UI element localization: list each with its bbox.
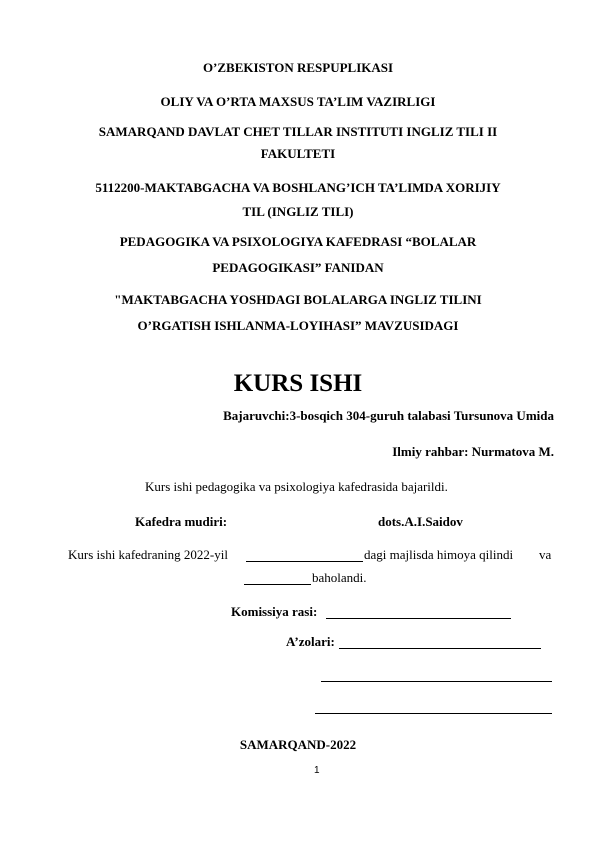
commission-member-blank-3 [315,713,552,714]
head-name: dots.A.I.Saidov [378,514,463,529]
topic-heading-line1: "MAKTABGACHA YOSHDAGI BOLALARGA INGLIZ TILINI [114,292,482,307]
city-year: SAMARQAND-2022 [239,737,357,752]
defense-text-part1: Kurs ishi kafedraning 2022-yil [68,547,228,562]
author-line: Bajaruvchi:3-bosqich 304-guruh talabasi Tursunova Umida [223,408,554,423]
country-heading: O’ZBEKISTON RESPUPLIKASI [202,60,394,75]
defense-text-line2: baholandi. [312,570,367,585]
head-label: Kafedra mudiri: [135,514,228,529]
page-number: 1 [314,765,320,776]
defense-text-part3: va [539,547,552,562]
topic-heading-line2: O’RGATISH ISHLANMA-LOYIHASI” MAVZUSIDAGI [137,318,459,333]
department-heading-line1: PEDAGOGIKA VA PSIXOLOGIYA KAFEDRASI “BOLALAR [119,234,477,249]
program-heading-line2: TIL (INGLIZ TILI) [242,204,354,219]
defense-date-blank [246,561,363,562]
commission-chair-blank [326,618,511,619]
grade-blank [244,584,311,585]
defense-text-part2: dagi majlisda himoya qilindi [364,547,514,562]
commission-member-blank-1 [339,648,541,649]
department-heading-line2: PEDAGOGIKASI” FANIDAN [212,260,384,275]
institute-heading-line1: SAMARQAND DAVLAT CHET TILLAR INSTITUTI INGLIZ TILI II [98,124,498,139]
institute-heading-line2: FAKULTETI [260,146,336,161]
program-heading-line1: 5112200-MAKTABGACHA VA BOSHLANG’ICH TA’LIMDA XORIJIY [95,180,501,195]
supervisor-line: Ilmiy rahbar: Nurmatova M. [392,444,554,459]
completed-note: Kurs ishi pedagogika va psixologiya kafedrasida bajarildi. [145,479,448,494]
commission-chair-label: Komissiya rasi: [231,604,318,619]
commission-member-blank-2 [321,681,552,682]
document-title: KURS ISHI [233,370,363,397]
ministry-heading: OLIY VA O’RTA MAXSUS TA’LIM VAZIRLIGI [160,94,436,109]
commission-members-label: A’zolari: [286,634,335,649]
